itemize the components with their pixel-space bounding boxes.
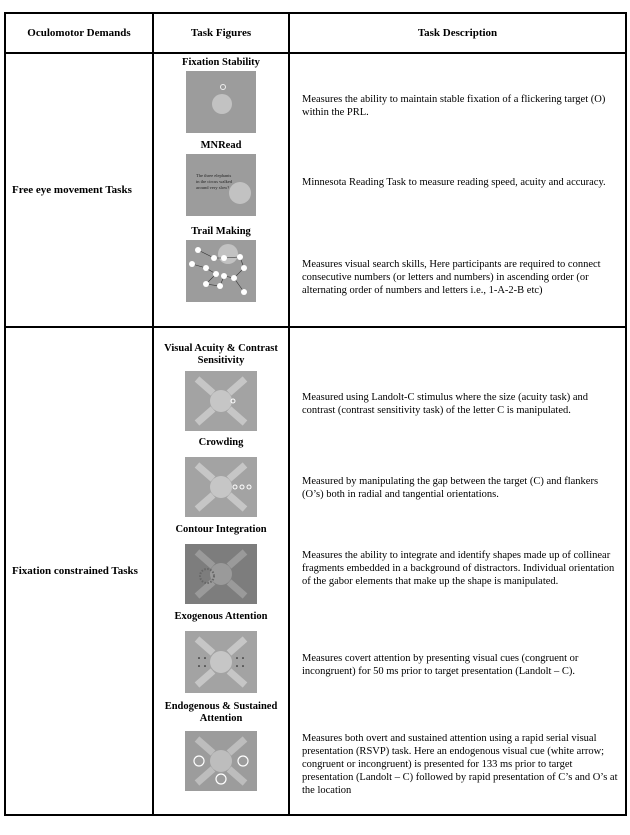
figure-title: Crowding <box>198 437 244 448</box>
description-contour-integration: Measures the ability to integrate and identify shapes made up of collinear fragments embedded in a background of distractors. Individual orientation of the gabor elements that make up the shape is manipulated. <box>302 550 615 587</box>
contour-integration-thumbnail <box>185 544 257 604</box>
header-row <box>5 13 626 53</box>
visual-acuity-thumbnail <box>185 371 257 431</box>
header-task-figures: Task Figures <box>153 13 289 53</box>
demand-free-eye-movement: Free eye movement Tasks <box>5 53 153 327</box>
figure-mnread <box>155 140 287 216</box>
description-trail-making: Measures visual search skills, Here participants are required to connect consecutive numbers (or letters and numbers) in ascending order (or alternating order of numbers and letters i.e., 1-A-2-B etc) <box>302 259 601 296</box>
description-mnread: Minnesota Reading Task to measure reading speed, acuity and accuracy. <box>302 177 606 188</box>
figure-visual-acuity <box>155 343 287 431</box>
description-visual-acuity: Measured using Landolt-C stimulus where the size (acuity task) and contrast (contrast sensitivity task) of the letter C is manipulated. <box>302 392 589 416</box>
exogenous-attention-thumbnail <box>185 631 257 693</box>
endogenous-attention-thumbnail <box>185 731 257 791</box>
figure-title: Visual Acuity & Contrast Sensitivity <box>164 343 278 366</box>
svg-text:around very slow?: around very slow? <box>196 185 230 190</box>
figure-fixation-stability <box>155 57 287 133</box>
description-fixation-stability: Measures the ability to maintain stable fixation of a flickering target (O) within the PRL. <box>302 94 606 118</box>
figure-title: MNRead <box>200 140 242 151</box>
figure-trail-making <box>155 226 287 302</box>
figure-title: Exogenous Attention <box>174 611 268 622</box>
fixation-stability-thumbnail <box>186 71 256 133</box>
figure-title: Contour Integration <box>175 524 267 535</box>
figure-crowding <box>155 437 287 517</box>
crowding-thumbnail <box>185 457 257 517</box>
description-crowding: Measured by manipulating the gap between the target (C) and flankers (O’s) both in radial and tangential orientations. <box>302 476 599 500</box>
description-endogenous-attention: Measures both overt and sustained attention using a rapid serial visual presentation (RSVP) task. Here an endogenous visual cue (white arrow; congruent or incongruent) is presented for 133 ms prior to target presentation (Landolt – C) followed by rapid presentation of C’s and O’s at the location <box>302 733 618 796</box>
figure-contour-integration <box>155 524 287 604</box>
demand-fixation-constrained: Fixation constrained Tasks <box>5 327 153 815</box>
header-oculomotor-demands: Oculomotor Demands <box>5 13 153 53</box>
mnread-thumbnail <box>186 154 256 216</box>
trail-making-thumbnail <box>186 240 256 302</box>
description-exogenous-attention: Measures covert attention by presenting visual cues (congruent or incongruent) for 50 ms prior to target presentation (Landolt – C). <box>302 653 579 677</box>
figure-exogenous-attention <box>155 611 287 693</box>
svg-text:in the circus walked: in the circus walked <box>196 179 233 184</box>
figure-title: Fixation Stability <box>182 57 260 68</box>
svg-text:The three elephants: The three elephants <box>196 173 232 178</box>
figure-title: Endogenous & Sustained Attention <box>164 701 278 724</box>
figure-title: Trail Making <box>191 226 251 237</box>
header-task-description: Task Description <box>289 13 626 53</box>
figure-endogenous-attention <box>155 701 287 791</box>
